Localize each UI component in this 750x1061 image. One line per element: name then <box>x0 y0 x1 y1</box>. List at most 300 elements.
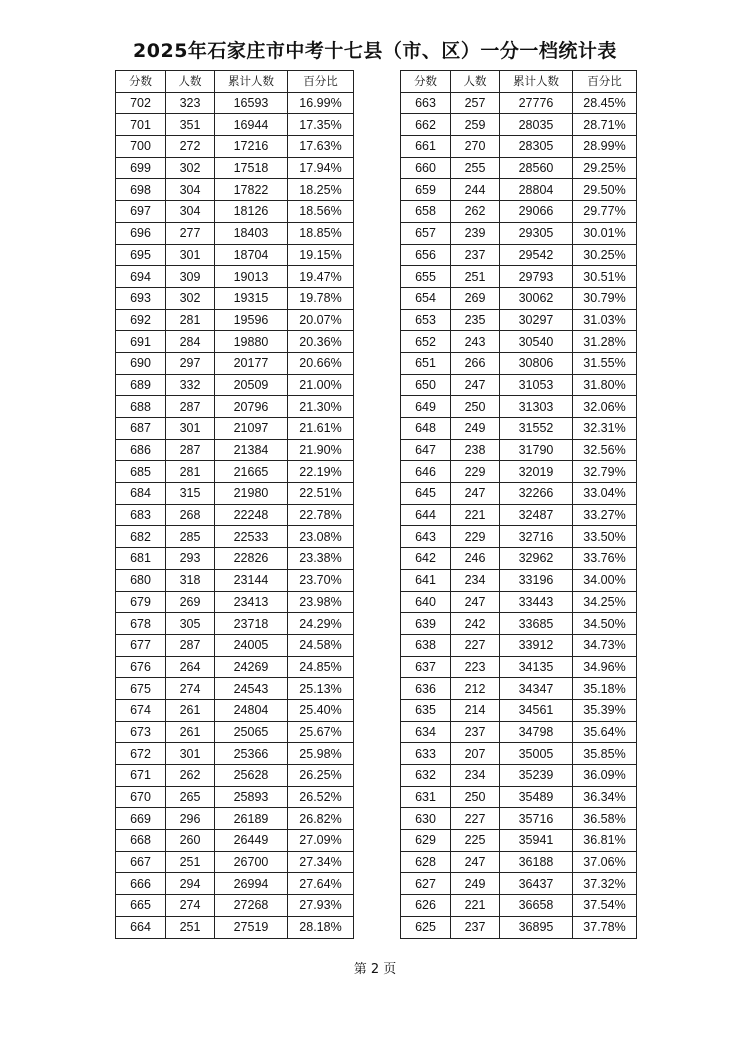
table-row <box>401 266 637 288</box>
cell-cumulative: 30297 <box>500 309 573 331</box>
cell-score: 681 <box>116 548 166 570</box>
header-percent: 百分比 <box>288 71 354 93</box>
header-percent: 百分比 <box>573 71 637 93</box>
cell-score: 659 <box>401 179 451 201</box>
table-row <box>116 873 354 895</box>
cell-cumulative: 30806 <box>500 352 573 374</box>
cell-score: 697 <box>116 201 166 223</box>
cell-score: 630 <box>401 808 451 830</box>
cell-percent: 36.81% <box>573 830 637 852</box>
cell-count: 225 <box>451 830 500 852</box>
cell-score: 631 <box>401 786 451 808</box>
cell-cumulative: 26700 <box>215 851 288 873</box>
cell-percent: 20.66% <box>288 352 354 374</box>
cell-score: 643 <box>401 526 451 548</box>
cell-score: 701 <box>116 114 166 136</box>
cell-percent: 28.99% <box>573 136 637 158</box>
cell-percent: 17.94% <box>288 157 354 179</box>
cell-count: 270 <box>451 136 500 158</box>
cell-cumulative: 33912 <box>500 634 573 656</box>
cell-count: 265 <box>166 786 215 808</box>
cell-count: 269 <box>166 591 215 613</box>
cell-percent: 30.25% <box>573 244 637 266</box>
cell-cumulative: 35941 <box>500 830 573 852</box>
cell-cumulative: 28035 <box>500 114 573 136</box>
cell-percent: 30.01% <box>573 222 637 244</box>
cell-percent: 23.70% <box>288 569 354 591</box>
cell-percent: 20.36% <box>288 331 354 353</box>
table-row <box>116 136 354 158</box>
cell-score: 684 <box>116 483 166 505</box>
cell-count: 264 <box>166 656 215 678</box>
table-row <box>401 244 637 266</box>
cell-score: 696 <box>116 222 166 244</box>
cell-cumulative: 21384 <box>215 439 288 461</box>
table-row <box>401 179 637 201</box>
table-row <box>401 721 637 743</box>
cell-percent: 19.78% <box>288 287 354 309</box>
table-row <box>116 830 354 852</box>
cell-percent: 37.78% <box>573 916 637 938</box>
cell-score: 687 <box>116 418 166 440</box>
cell-percent: 22.51% <box>288 483 354 505</box>
table-row <box>401 699 637 721</box>
cell-cumulative: 21980 <box>215 483 288 505</box>
cell-count: 237 <box>451 721 500 743</box>
cell-percent: 27.93% <box>288 895 354 917</box>
cell-count: 296 <box>166 808 215 830</box>
cell-score: 654 <box>401 287 451 309</box>
table-row <box>116 374 354 396</box>
cell-score: 678 <box>116 613 166 635</box>
cell-cumulative: 34135 <box>500 656 573 678</box>
cell-cumulative: 21097 <box>215 418 288 440</box>
cell-score: 691 <box>116 331 166 353</box>
cell-count: 301 <box>166 244 215 266</box>
header-cumulative: 累计人数 <box>500 71 573 93</box>
table-row <box>116 526 354 548</box>
cell-percent: 32.56% <box>573 439 637 461</box>
cell-percent: 28.45% <box>573 92 637 114</box>
header-score: 分数 <box>116 71 166 93</box>
table-row <box>401 309 637 331</box>
cell-count: 318 <box>166 569 215 591</box>
cell-score: 690 <box>116 352 166 374</box>
table-row <box>401 678 637 700</box>
cell-percent: 23.08% <box>288 526 354 548</box>
cell-cumulative: 22248 <box>215 504 288 526</box>
table-row <box>401 461 637 483</box>
cell-score: 629 <box>401 830 451 852</box>
cell-score: 661 <box>401 136 451 158</box>
cell-count: 302 <box>166 157 215 179</box>
cell-cumulative: 36188 <box>500 851 573 873</box>
page-number: 第 2 页 <box>353 962 397 977</box>
table-row <box>401 331 637 353</box>
cell-percent: 29.77% <box>573 201 637 223</box>
cell-cumulative: 22826 <box>215 548 288 570</box>
cell-count: 212 <box>451 678 500 700</box>
cell-cumulative: 25893 <box>215 786 288 808</box>
cell-score: 668 <box>116 830 166 852</box>
cell-percent: 25.40% <box>288 699 354 721</box>
cell-percent: 18.25% <box>288 179 354 201</box>
cell-cumulative: 36437 <box>500 873 573 895</box>
table-row <box>401 548 637 570</box>
cell-percent: 22.19% <box>288 461 354 483</box>
table-row <box>401 526 637 548</box>
header-count: 人数 <box>166 71 215 93</box>
table-header-row <box>116 71 354 93</box>
table-row <box>116 201 354 223</box>
cell-cumulative: 17518 <box>215 157 288 179</box>
cell-score: 700 <box>116 136 166 158</box>
table-row <box>116 222 354 244</box>
cell-cumulative: 32716 <box>500 526 573 548</box>
score-table-left <box>115 70 354 939</box>
cell-score: 671 <box>116 765 166 787</box>
table-row <box>116 309 354 331</box>
cell-cumulative: 32962 <box>500 548 573 570</box>
cell-cumulative: 17822 <box>215 179 288 201</box>
cell-count: 257 <box>451 92 500 114</box>
cell-score: 638 <box>401 634 451 656</box>
cell-count: 284 <box>166 331 215 353</box>
table-row <box>116 244 354 266</box>
cell-count: 332 <box>166 374 215 396</box>
cell-score: 698 <box>116 179 166 201</box>
cell-percent: 34.25% <box>573 591 637 613</box>
table-row <box>401 222 637 244</box>
cell-score: 651 <box>401 352 451 374</box>
cell-cumulative: 19315 <box>215 287 288 309</box>
cell-cumulative: 31303 <box>500 396 573 418</box>
cell-score: 627 <box>401 873 451 895</box>
table-row <box>401 92 637 114</box>
cell-score: 662 <box>401 114 451 136</box>
cell-score: 670 <box>116 786 166 808</box>
cell-percent: 36.58% <box>573 808 637 830</box>
table-row <box>401 569 637 591</box>
cell-percent: 23.98% <box>288 591 354 613</box>
cell-count: 221 <box>451 895 500 917</box>
cell-count: 351 <box>166 114 215 136</box>
cell-count: 309 <box>166 266 215 288</box>
table-row <box>401 157 637 179</box>
table-row <box>401 634 637 656</box>
cell-percent: 33.76% <box>573 548 637 570</box>
cell-percent: 35.64% <box>573 721 637 743</box>
cell-cumulative: 16944 <box>215 114 288 136</box>
cell-percent: 19.15% <box>288 244 354 266</box>
cell-cumulative: 29793 <box>500 266 573 288</box>
table-row <box>401 873 637 895</box>
cell-percent: 25.67% <box>288 721 354 743</box>
cell-percent: 34.50% <box>573 613 637 635</box>
table-row <box>401 201 637 223</box>
cell-score: 693 <box>116 287 166 309</box>
table-row <box>116 157 354 179</box>
cell-cumulative: 36895 <box>500 916 573 938</box>
cell-cumulative: 18403 <box>215 222 288 244</box>
cell-percent: 37.06% <box>573 851 637 873</box>
cell-score: 653 <box>401 309 451 331</box>
cell-percent: 35.39% <box>573 699 637 721</box>
cell-cumulative: 32487 <box>500 504 573 526</box>
cell-cumulative: 25065 <box>215 721 288 743</box>
cell-percent: 32.79% <box>573 461 637 483</box>
table-row <box>401 895 637 917</box>
cell-cumulative: 33685 <box>500 613 573 635</box>
cell-score: 669 <box>116 808 166 830</box>
cell-cumulative: 22533 <box>215 526 288 548</box>
cell-score: 658 <box>401 201 451 223</box>
table-row <box>116 483 354 505</box>
table-row <box>401 418 637 440</box>
table-row <box>116 851 354 873</box>
cell-score: 699 <box>116 157 166 179</box>
cell-percent: 27.09% <box>288 830 354 852</box>
cell-score: 686 <box>116 439 166 461</box>
cell-score: 641 <box>401 569 451 591</box>
table-row <box>116 504 354 526</box>
cell-score: 683 <box>116 504 166 526</box>
cell-score: 649 <box>401 396 451 418</box>
cell-cumulative: 25366 <box>215 743 288 765</box>
cell-cumulative: 32266 <box>500 483 573 505</box>
cell-percent: 17.35% <box>288 114 354 136</box>
cell-percent: 28.71% <box>573 114 637 136</box>
header-count: 人数 <box>451 71 500 93</box>
cell-percent: 23.38% <box>288 548 354 570</box>
cell-cumulative: 34798 <box>500 721 573 743</box>
cell-count: 274 <box>166 895 215 917</box>
cell-cumulative: 26189 <box>215 808 288 830</box>
table-row <box>116 114 354 136</box>
cell-cumulative: 16593 <box>215 92 288 114</box>
cell-cumulative: 21665 <box>215 461 288 483</box>
cell-count: 249 <box>451 873 500 895</box>
cell-score: 695 <box>116 244 166 266</box>
cell-percent: 16.99% <box>288 92 354 114</box>
cell-count: 261 <box>166 699 215 721</box>
cell-percent: 22.78% <box>288 504 354 526</box>
cell-count: 287 <box>166 396 215 418</box>
cell-score: 647 <box>401 439 451 461</box>
cell-score: 632 <box>401 765 451 787</box>
cell-count: 294 <box>166 873 215 895</box>
cell-percent: 33.04% <box>573 483 637 505</box>
cell-cumulative: 24005 <box>215 634 288 656</box>
cell-cumulative: 32019 <box>500 461 573 483</box>
table-row <box>116 179 354 201</box>
table-row <box>116 743 354 765</box>
cell-cumulative: 35489 <box>500 786 573 808</box>
cell-count: 272 <box>166 136 215 158</box>
cell-count: 227 <box>451 634 500 656</box>
cell-score: 689 <box>116 374 166 396</box>
cell-percent: 18.56% <box>288 201 354 223</box>
cell-count: 234 <box>451 765 500 787</box>
table-row <box>401 916 637 938</box>
table-row <box>401 786 637 808</box>
cell-score: 685 <box>116 461 166 483</box>
cell-score: 665 <box>116 895 166 917</box>
cell-cumulative: 27519 <box>215 916 288 938</box>
table-row <box>401 830 637 852</box>
table-row <box>116 699 354 721</box>
cell-cumulative: 20509 <box>215 374 288 396</box>
cell-percent: 37.54% <box>573 895 637 917</box>
cell-cumulative: 25628 <box>215 765 288 787</box>
cell-count: 221 <box>451 504 500 526</box>
cell-count: 287 <box>166 439 215 461</box>
cell-cumulative: 20177 <box>215 352 288 374</box>
cell-score: 702 <box>116 92 166 114</box>
cell-count: 301 <box>166 743 215 765</box>
cell-count: 301 <box>166 418 215 440</box>
cell-percent: 26.52% <box>288 786 354 808</box>
score-table-right <box>400 70 637 939</box>
table-row <box>401 287 637 309</box>
cell-count: 247 <box>451 374 500 396</box>
cell-count: 234 <box>451 569 500 591</box>
cell-score: 657 <box>401 222 451 244</box>
cell-count: 305 <box>166 613 215 635</box>
cell-count: 251 <box>451 266 500 288</box>
cell-score: 633 <box>401 743 451 765</box>
table-row <box>401 591 637 613</box>
cell-count: 268 <box>166 504 215 526</box>
cell-cumulative: 29305 <box>500 222 573 244</box>
table-row <box>116 461 354 483</box>
cell-percent: 25.13% <box>288 678 354 700</box>
table-row <box>116 916 354 938</box>
cell-percent: 31.80% <box>573 374 637 396</box>
cell-percent: 27.64% <box>288 873 354 895</box>
table-row <box>116 331 354 353</box>
table-row <box>401 114 637 136</box>
table-row <box>401 374 637 396</box>
cell-cumulative: 19880 <box>215 331 288 353</box>
cell-cumulative: 33443 <box>500 591 573 613</box>
cell-score: 625 <box>401 916 451 938</box>
cell-cumulative: 23413 <box>215 591 288 613</box>
cell-cumulative: 31790 <box>500 439 573 461</box>
cell-cumulative: 24543 <box>215 678 288 700</box>
cell-count: 293 <box>166 548 215 570</box>
cell-count: 251 <box>166 851 215 873</box>
cell-cumulative: 31053 <box>500 374 573 396</box>
cell-count: 274 <box>166 678 215 700</box>
cell-score: 650 <box>401 374 451 396</box>
cell-cumulative: 31552 <box>500 418 573 440</box>
cell-cumulative: 29542 <box>500 244 573 266</box>
cell-cumulative: 23144 <box>215 569 288 591</box>
table-row <box>401 808 637 830</box>
cell-cumulative: 19596 <box>215 309 288 331</box>
cell-count: 235 <box>451 309 500 331</box>
table-row <box>116 396 354 418</box>
table-row <box>116 613 354 635</box>
cell-percent: 21.30% <box>288 396 354 418</box>
cell-count: 249 <box>451 418 500 440</box>
cell-count: 243 <box>451 331 500 353</box>
cell-cumulative: 17216 <box>215 136 288 158</box>
cell-score: 639 <box>401 613 451 635</box>
cell-score: 674 <box>116 699 166 721</box>
table-row <box>116 678 354 700</box>
cell-score: 663 <box>401 92 451 114</box>
cell-cumulative: 24804 <box>215 699 288 721</box>
cell-score: 644 <box>401 504 451 526</box>
table-row <box>116 548 354 570</box>
cell-percent: 26.82% <box>288 808 354 830</box>
cell-percent: 34.73% <box>573 634 637 656</box>
cell-cumulative: 35005 <box>500 743 573 765</box>
cell-cumulative: 28804 <box>500 179 573 201</box>
table-row <box>401 396 637 418</box>
cell-count: 323 <box>166 92 215 114</box>
table-row <box>116 92 354 114</box>
cell-cumulative: 34347 <box>500 678 573 700</box>
cell-cumulative: 28560 <box>500 157 573 179</box>
cell-score: 673 <box>116 721 166 743</box>
cell-score: 666 <box>116 873 166 895</box>
cell-percent: 36.34% <box>573 786 637 808</box>
cell-cumulative: 29066 <box>500 201 573 223</box>
cell-score: 628 <box>401 851 451 873</box>
table-row <box>401 765 637 787</box>
table-row <box>401 656 637 678</box>
cell-cumulative: 35716 <box>500 808 573 830</box>
cell-count: 239 <box>451 222 500 244</box>
cell-percent: 24.29% <box>288 613 354 635</box>
cell-cumulative: 33196 <box>500 569 573 591</box>
cell-count: 229 <box>451 526 500 548</box>
header-score: 分数 <box>401 71 451 93</box>
cell-score: 675 <box>116 678 166 700</box>
cell-percent: 35.18% <box>573 678 637 700</box>
table-row <box>116 721 354 743</box>
cell-percent: 21.00% <box>288 374 354 396</box>
cell-cumulative: 27268 <box>215 895 288 917</box>
cell-cumulative: 18126 <box>215 201 288 223</box>
cell-cumulative: 20796 <box>215 396 288 418</box>
cell-percent: 19.47% <box>288 266 354 288</box>
cell-count: 262 <box>166 765 215 787</box>
cell-percent: 17.63% <box>288 136 354 158</box>
cell-count: 277 <box>166 222 215 244</box>
cell-cumulative: 30540 <box>500 331 573 353</box>
cell-count: 304 <box>166 201 215 223</box>
cell-score: 660 <box>401 157 451 179</box>
cell-cumulative: 24269 <box>215 656 288 678</box>
table-row <box>116 591 354 613</box>
cell-count: 261 <box>166 721 215 743</box>
cell-count: 247 <box>451 851 500 873</box>
cell-score: 672 <box>116 743 166 765</box>
cell-count: 250 <box>451 786 500 808</box>
table-row <box>401 352 637 374</box>
cell-cumulative: 28305 <box>500 136 573 158</box>
cell-count: 250 <box>451 396 500 418</box>
cell-cumulative: 19013 <box>215 266 288 288</box>
cell-count: 287 <box>166 634 215 656</box>
cell-percent: 33.27% <box>573 504 637 526</box>
cell-count: 281 <box>166 461 215 483</box>
table-row <box>116 634 354 656</box>
